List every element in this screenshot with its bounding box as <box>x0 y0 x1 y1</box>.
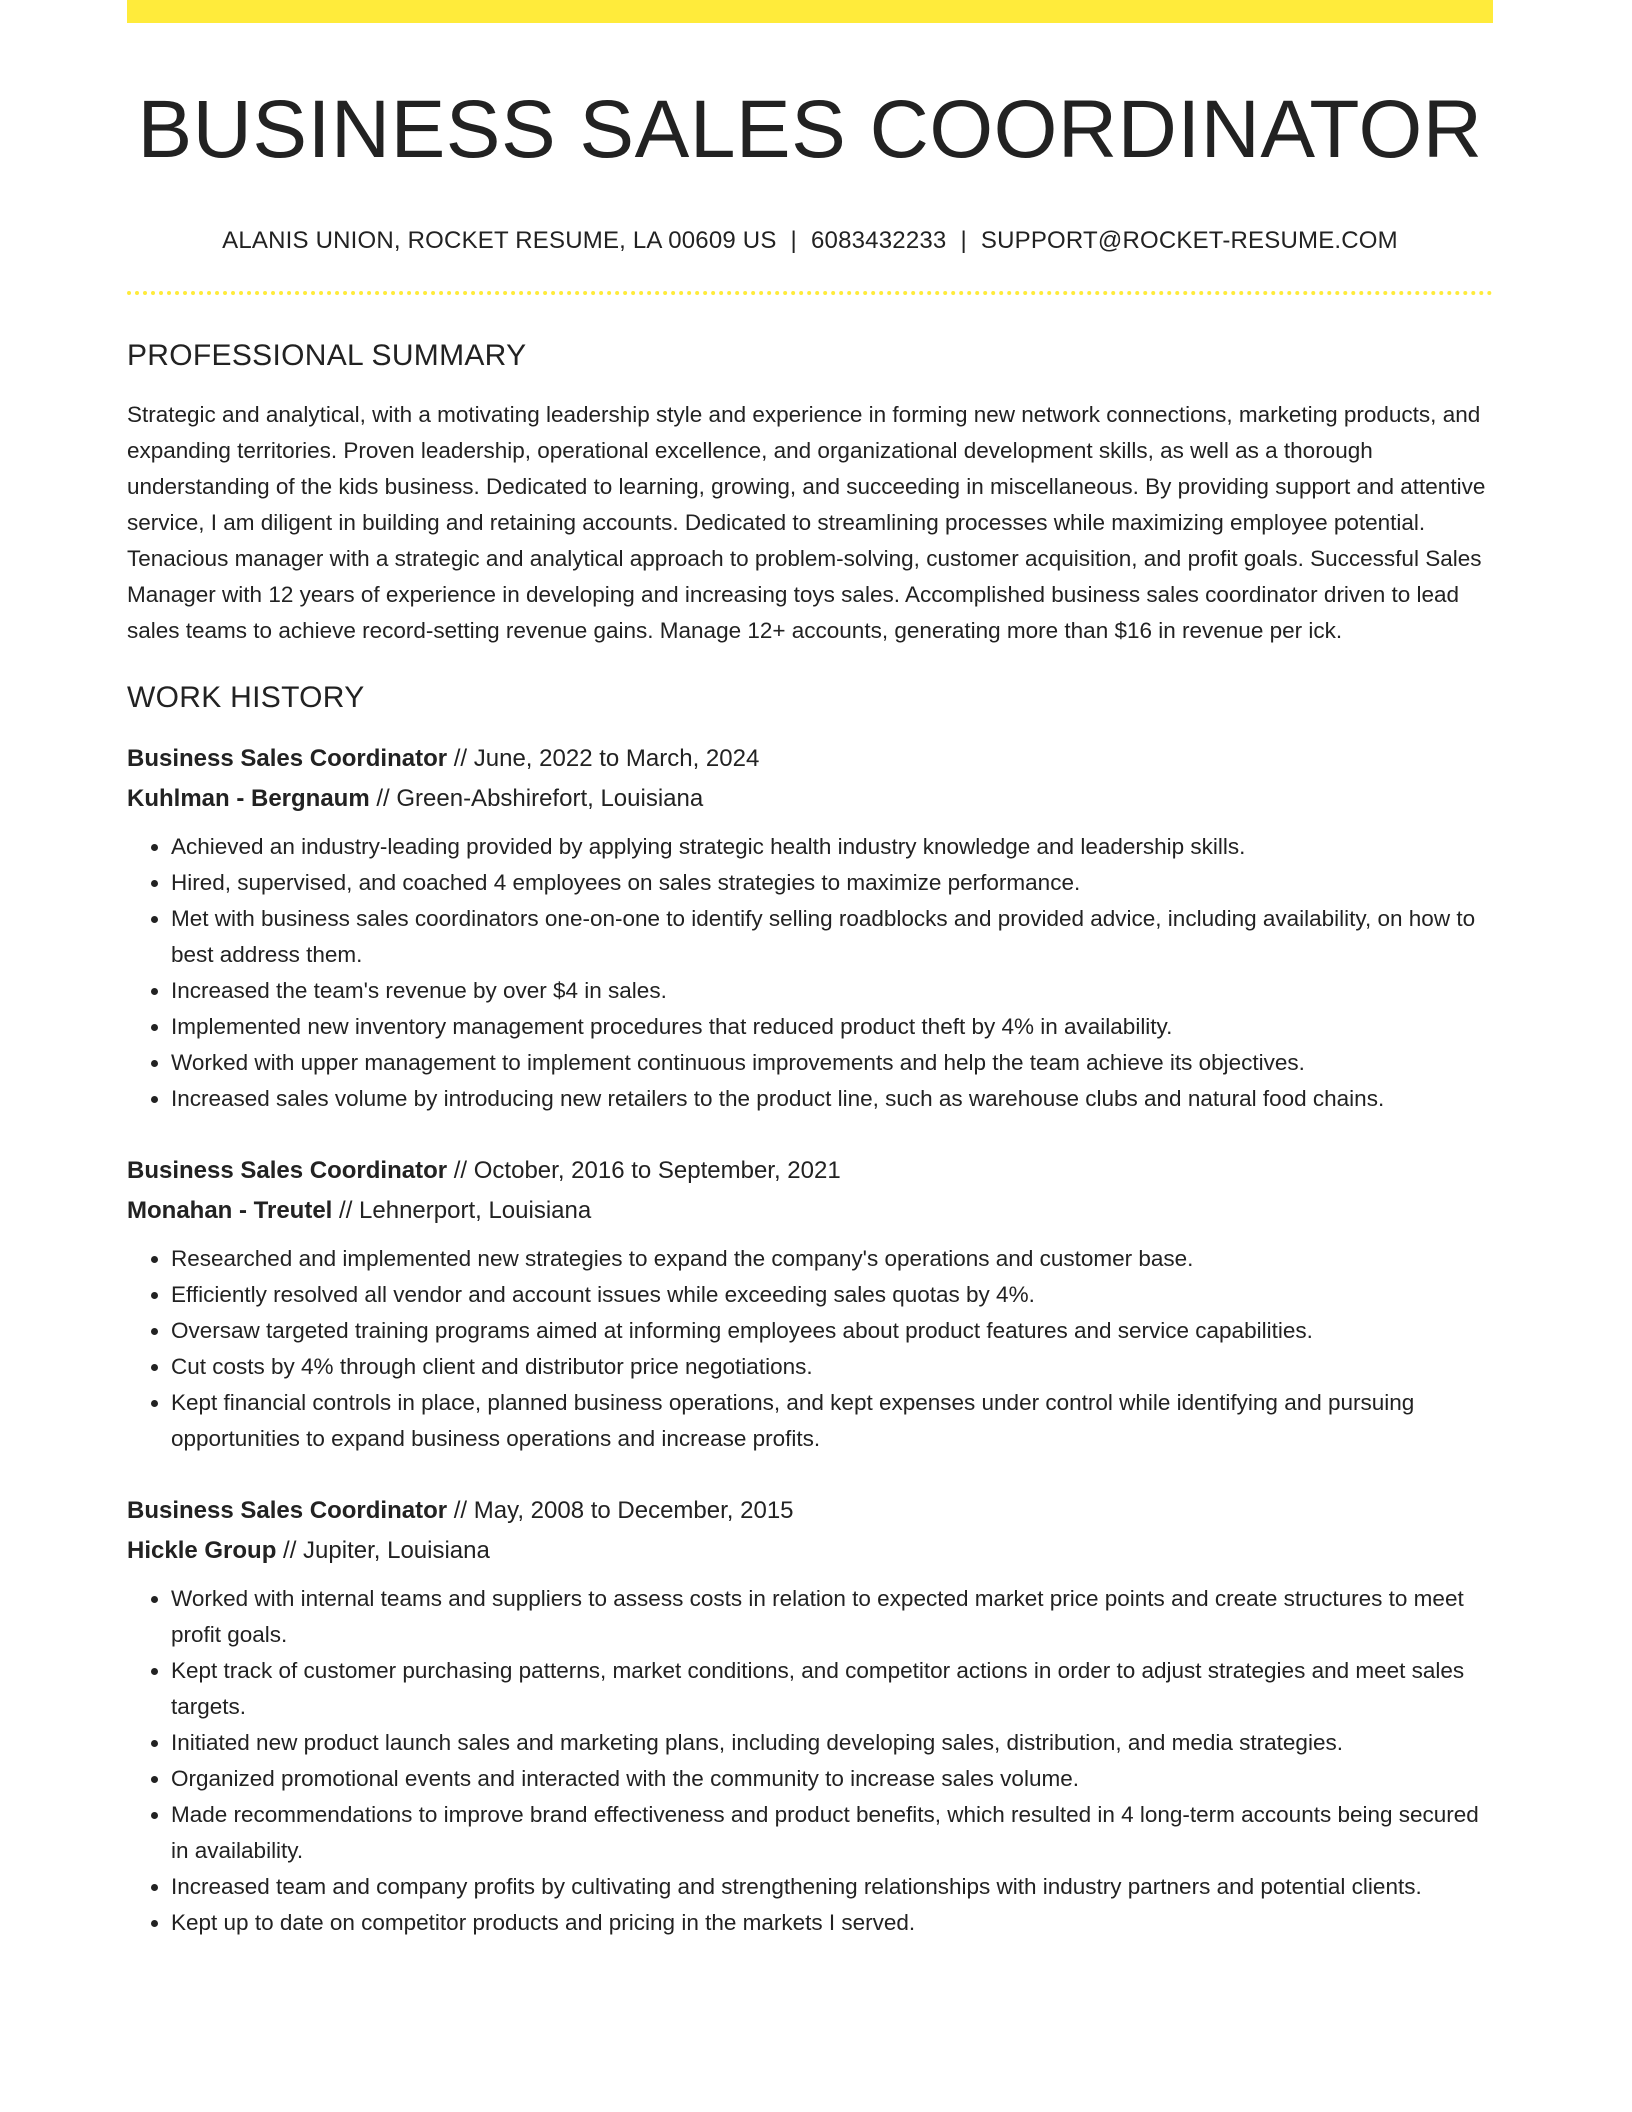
job-bullet-list <box>127 829 1493 1117</box>
job-position: Business Sales Coordinator <box>127 1157 448 1185</box>
job-company-line <box>127 1191 1493 1231</box>
job-divider: // <box>447 1497 474 1525</box>
job-bullet: • Organized promotional events and interacted with the community to increase sales volume. <box>171 1761 1493 1797</box>
job-divider: // <box>369 785 397 813</box>
job-bullet: • Oversaw targeted training programs aimed at informing employees about product features and service capabilities. <box>171 1313 1493 1349</box>
job-divider: // <box>447 1157 474 1185</box>
job-position: Business Sales Coordinator <box>127 1497 448 1525</box>
job-title-line <box>127 1151 1493 1191</box>
job-entry <box>127 1491 1493 1941</box>
job-bullet: • Worked with internal teams and suppliers to assess costs in relation to expected market price points and create structures to meet profit goals. <box>171 1581 1493 1653</box>
job-location: Jupiter, Louisiana <box>303 1537 490 1565</box>
job-company: Hickle Group <box>127 1537 277 1565</box>
job-bullet: • Achieved an industry-leading provided by applying strategic health industry knowledge and leadership skills. <box>171 829 1493 865</box>
job-bullet: • Increased the team's revenue by over $4 in sales. <box>171 973 1493 1009</box>
job-bullet: • Implemented new inventory management procedures that reduced product theft by 4% in availability. <box>171 1009 1493 1045</box>
job-location: Lehnerport, Louisiana <box>359 1197 592 1225</box>
job-dates: May, 2008 to December, 2015 <box>473 1497 794 1525</box>
job-bullet: • Cut costs by 4% through client and distributor price negotiations. <box>171 1349 1493 1385</box>
job-position: Business Sales Coordinator <box>127 745 448 773</box>
job-bullet: • Kept up to date on competitor products and pricing in the markets I served. <box>171 1905 1493 1941</box>
contact-separator: | <box>790 227 797 255</box>
job-company-line <box>127 779 1493 819</box>
work-history-heading: WORK HISTORY <box>127 681 365 715</box>
job-bullet-list <box>127 1241 1493 1457</box>
job-bullet: • Kept financial controls in place, planned business operations, and kept expenses under control while identifying and pursuing opportunities to expand business operations and increase profits. <box>171 1385 1493 1457</box>
job-title-line <box>127 739 1493 779</box>
summary-text: Strategic and analytical, with a motivating leadership style and experience in forming new network connections, marketing products, and expanding territories. Proven leadership, operational excellence, and organizational development skills, as well as a thorough understanding of the kids business. Dedicated to learning, growing, and succeeding in miscellaneous. By providing support and attentive service, I am diligent in building and retaining accounts. Dedicated to streamlining processes while maximizing employee potential. Tenacious manager with a strategic and analytical approach to problem-solving, customer acquisition, and profit goals. Successful Sales Manager with 12 years of experience in developing and increasing toys sales. Accomplished business sales coordinator driven to lead sales teams to achieve record-setting revenue gains. Manage 12+ accounts, generating more than $16 in revenue per ick. <box>127 402 1486 644</box>
job-company: Kuhlman - Bergnaum <box>127 785 370 813</box>
work-history-list <box>127 739 1493 1941</box>
job-divider: // <box>332 1197 360 1225</box>
job-bullet: • Researched and implemented new strategies to expand the company's operations and customer base. <box>171 1241 1493 1277</box>
job-entry <box>127 1151 1493 1457</box>
contact-address: ALANIS UNION, ROCKET RESUME, LA 00609 US <box>222 227 777 255</box>
job-dates: October, 2016 to September, 2021 <box>473 1157 841 1185</box>
job-dates: June, 2022 to March, 2024 <box>473 745 760 773</box>
job-entry <box>127 739 1493 1117</box>
job-bullet: • Worked with upper management to implement continuous improvements and help the team achieve its objectives. <box>171 1045 1493 1081</box>
resume-page <box>127 0 1493 1941</box>
job-company-line <box>127 1531 1493 1571</box>
header-divider <box>127 291 1493 295</box>
contact-line <box>127 227 1493 255</box>
job-bullet: • Hired, supervised, and coached 4 employees on sales strategies to maximize performance. <box>171 865 1493 901</box>
job-bullet: • Initiated new product launch sales and marketing plans, including developing sales, distribution, and media strategies. <box>171 1725 1493 1761</box>
job-bullet: • Efficiently resolved all vendor and account issues while exceeding sales quotas by 4%. <box>171 1277 1493 1313</box>
contact-separator: | <box>960 227 967 255</box>
job-location: Green-Abshirefort, Louisiana <box>396 785 704 813</box>
contact-email: SUPPORT@ROCKET-RESUME.COM <box>980 227 1398 255</box>
job-divider: // <box>447 745 474 773</box>
job-bullet: • Kept track of customer purchasing patterns, market conditions, and competitor actions in order to adjust strategies and meet sales targets. <box>171 1653 1493 1725</box>
job-divider: // <box>276 1537 304 1565</box>
summary-heading: PROFESSIONAL SUMMARY <box>127 339 527 373</box>
job-bullet-list <box>127 1581 1493 1941</box>
job-title-line <box>127 1491 1493 1531</box>
job-bullet: • Met with business sales coordinators one-on-one to identify selling roadblocks and provided advice, including availability, on how to best address them. <box>171 901 1493 973</box>
top-accent-bar <box>127 0 1493 23</box>
contact-phone: 6083432233 <box>810 227 947 255</box>
job-bullet: • Increased team and company profits by cultivating and strengthening relationships with industry partners and potential clients. <box>171 1869 1493 1905</box>
job-bullet: • Increased sales volume by introducing new retailers to the product line, such as warehouse clubs and natural food chains. <box>171 1081 1493 1117</box>
job-company: Monahan - Treutel <box>127 1197 333 1225</box>
resume-name: BUSINESS SALES COORDINATOR <box>137 84 1483 175</box>
job-bullet: • Made recommendations to improve brand effectiveness and product benefits, which resulted in 4 long-term accounts being secured in availability. <box>171 1797 1493 1869</box>
